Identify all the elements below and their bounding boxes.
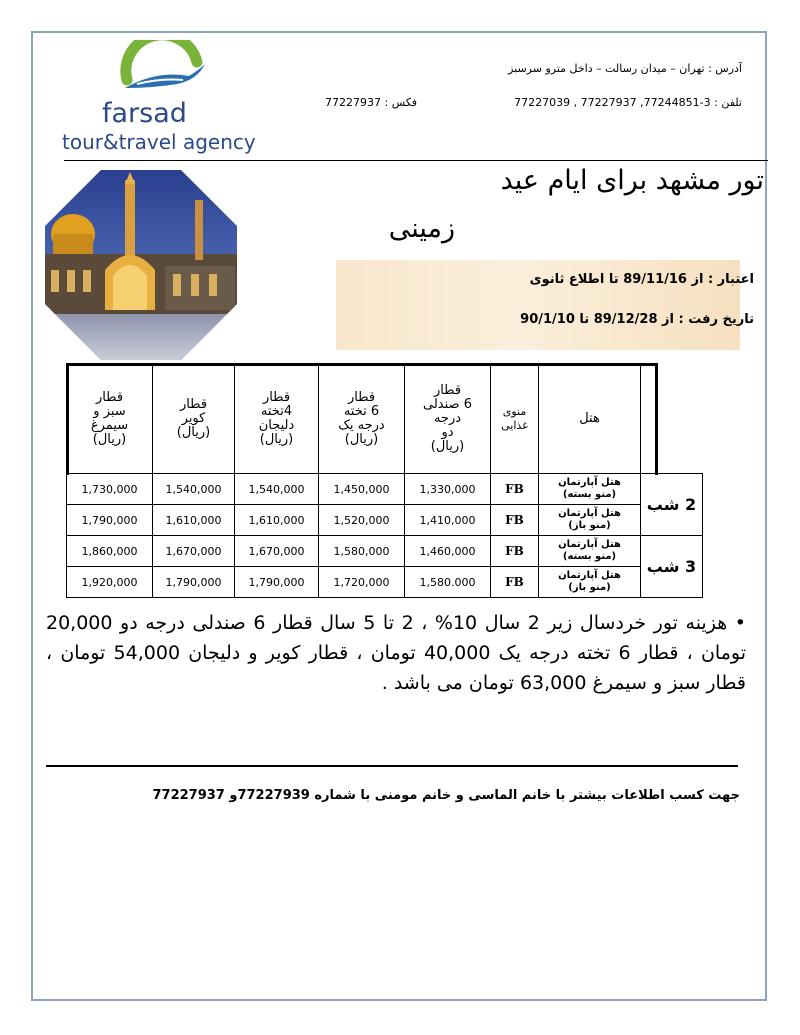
header-col3: قطار 4تخته دلیجان (ریال) (235, 364, 319, 474)
price-cell: 1,450,000 (319, 474, 405, 505)
header-col4: قطار کویر (ریال) (153, 364, 235, 474)
departure-text: تاریخ رفت : از 89/12/28 تا 90/1/10 (520, 312, 754, 327)
price-cell: 1,520,000 (319, 505, 405, 536)
shrine-photo (45, 170, 237, 360)
price-cell: 1,670,000 (153, 536, 235, 567)
bullet-icon: • (734, 612, 746, 634)
table-row (67, 536, 703, 567)
price-cell: 1,860,000 (67, 536, 153, 567)
header-hotel: هتل (539, 364, 641, 474)
price-table (66, 363, 703, 598)
price-cell: 1,610,000 (235, 505, 319, 536)
header-divider (64, 160, 768, 161)
table-row (67, 474, 703, 505)
footer-divider (46, 765, 738, 767)
nights-cell: 3 شب (641, 536, 703, 598)
header-col5: قطار سبز و سیمرغ (ریال) (67, 364, 153, 474)
price-cell: 1,670,000 (235, 536, 319, 567)
nights-cell: 2 شب (641, 474, 703, 536)
logo-name: farsad (102, 98, 187, 129)
price-cell: 1,540,000 (153, 474, 235, 505)
meal-cell: FB (491, 474, 539, 505)
price-cell: 1,730,000 (67, 474, 153, 505)
price-cell: 1,580,000 (319, 536, 405, 567)
bird-logo-icon (117, 40, 207, 102)
hotel-cell: هتل آپارتمان (منو باز) (539, 505, 641, 536)
hotel-cell: هتل آپارتمان (منو باز) (539, 567, 641, 598)
header-col2: قطار 6 تخته درجه یک (ریال) (319, 364, 405, 474)
header-empty (641, 364, 703, 474)
price-cell: 1,790,000 (67, 505, 153, 536)
contact-text: جهت کسب اطلاعات بیشتر با خانم الماسی و خانم مومنی با شماره 77227939و 77227937 (152, 788, 740, 803)
validity-text: اعتبار : از 89/11/16 تا اطلاع ثانوی (529, 272, 754, 287)
price-cell: 1,790,000 (235, 567, 319, 598)
table-row (67, 567, 703, 598)
meal-cell: FB (491, 505, 539, 536)
phone-text: تلفن : 3-77244851, 77227937 , 77227039 (514, 96, 742, 109)
price-cell: 1,330,000 (405, 474, 491, 505)
price-cell: 1,410,000 (405, 505, 491, 536)
tour-subtitle: زمینی (388, 213, 455, 244)
fax-text: فکس : 77227937 (325, 96, 418, 109)
price-cell: 1,790,000 (153, 567, 235, 598)
price-cell: 1,920,000 (67, 567, 153, 598)
price-cell: 1,580.000 (405, 567, 491, 598)
farsad-logo (62, 38, 256, 158)
meal-cell: FB (491, 567, 539, 598)
price-cell: 1,720,000 (319, 567, 405, 598)
child-price-text: هزینه تور خردسال زیر 2 سال 10% ، 2 تا 5 سال قطار 6 صندلی درجه دو 20,000 تومان ، قطار 6 تخته درجه یک 40,000 تومان ، قطار کویر و دلیجان 54,000 تومان ، قطار سبز و سیمرغ 63,000 تومان می باشد . (46, 612, 746, 694)
table-row (67, 505, 703, 536)
meal-cell: FB (491, 536, 539, 567)
hotel-cell: هتل آپارتمان (منو بسته) (539, 474, 641, 505)
price-cell: 1,610,000 (153, 505, 235, 536)
logo-subtitle: tour&travel agency (62, 130, 256, 154)
hotel-cell: هتل آپارتمان (منو بسته) (539, 536, 641, 567)
tour-title: تور مشهد برای ایام عید (500, 165, 764, 196)
child-price-note (46, 608, 746, 698)
price-cell: 1,460,000 (405, 536, 491, 567)
header-meal: منوی غذایی (491, 364, 539, 474)
header-col1: قطار 6 صندلی درجه دو (ریال) (405, 364, 491, 474)
table-header-row (67, 364, 703, 474)
price-cell: 1,540,000 (235, 474, 319, 505)
address-text: آدرس : تهران – میدان رسالت – داخل مترو سرسبز (508, 62, 742, 75)
